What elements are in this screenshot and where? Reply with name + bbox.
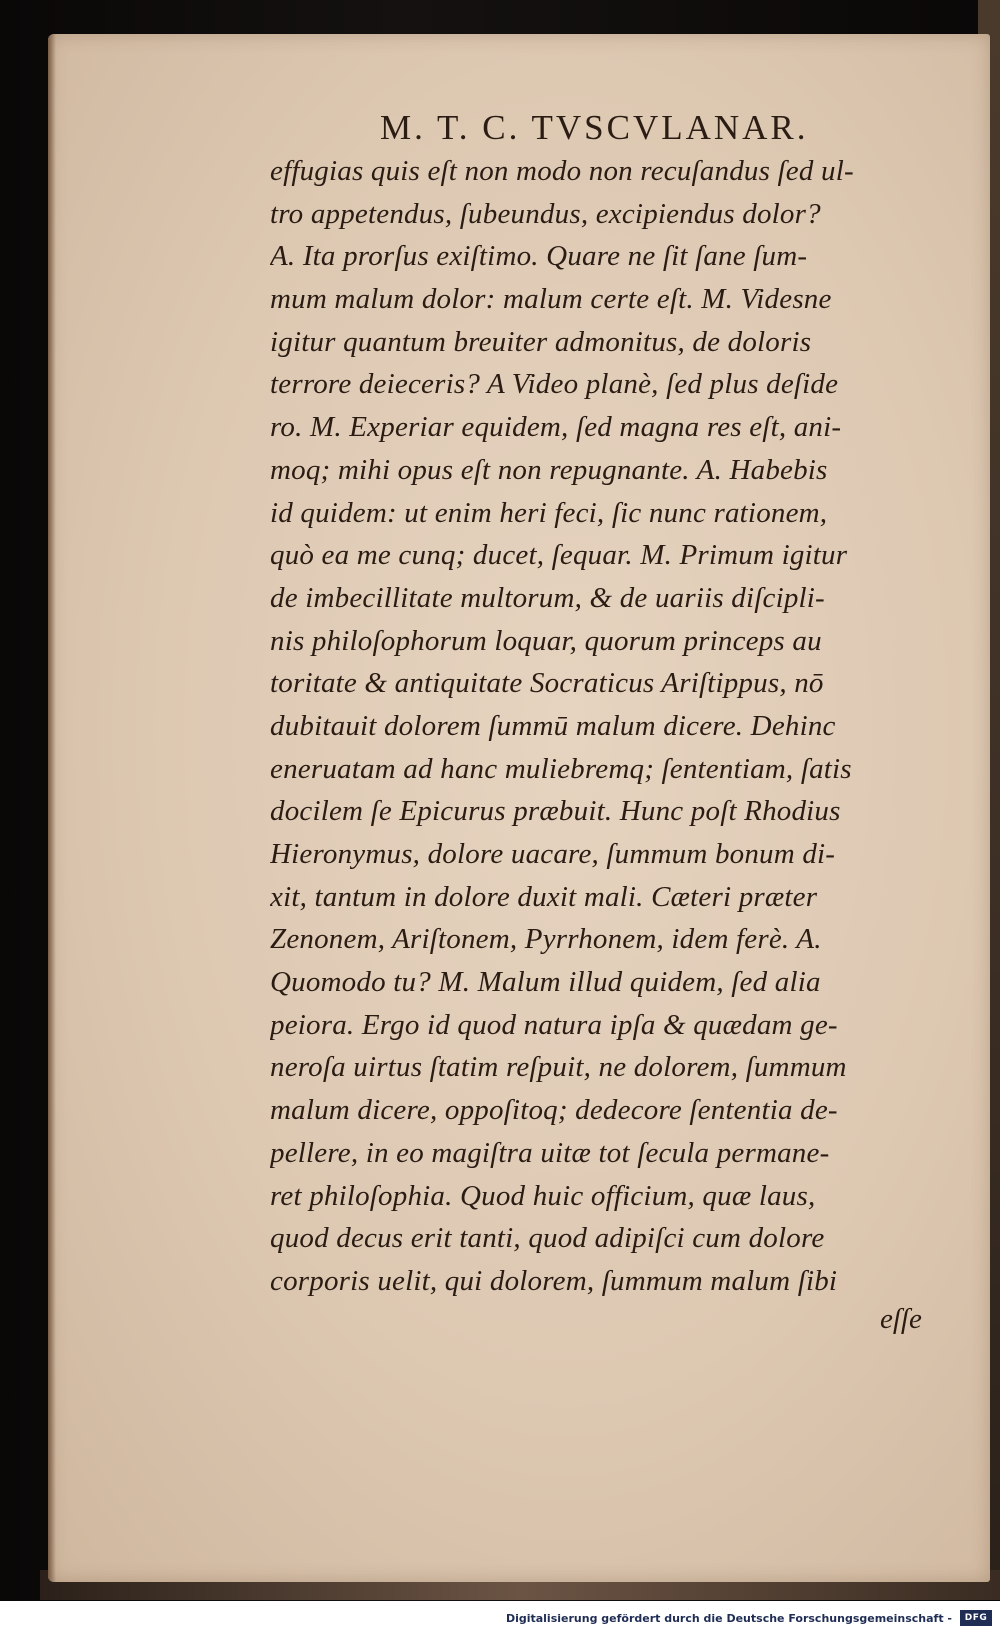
digitization-footer bbox=[0, 1601, 1000, 1639]
text-line: Quomodo tu? M. Malum illud quidem, ſed alia bbox=[270, 966, 821, 999]
text-line: quod decus erit tanti, quod adipiſci cum dolore bbox=[270, 1222, 825, 1255]
text-line: docilem ſe Epicurus præbuit. Hunc poſt Rhodius bbox=[270, 795, 841, 828]
text-line: corporis uelit, qui dolorem, ſummum malum ſibi bbox=[270, 1264, 838, 1297]
text-line: igitur quantum breuiter admonitus, de doloris bbox=[270, 325, 812, 358]
text-line: eneruatam ad hanc muliebremq; ſententiam, ſatis bbox=[270, 752, 852, 785]
running-header: M. T. C. TVSCVLANAR. bbox=[380, 108, 809, 147]
text-line: id quidem: ut enim heri feci, ſic nunc rationem, bbox=[270, 496, 828, 529]
text-line: peiora. Ergo id quod natura ipſa & quædam ge- bbox=[270, 1008, 838, 1041]
text-line: dubitauit dolorem ſummū malum dicere. Dehinc bbox=[270, 709, 836, 742]
page-text-block bbox=[270, 150, 950, 1303]
text-line: ro. M. Experiar equidem, ſed magna res eſt, ani- bbox=[270, 411, 842, 444]
text-line: Hieronymus, dolore uacare, ſummum bonum di- bbox=[270, 838, 836, 870]
funding-notice: Digitalisierung gefördert durch die Deutsche Forschungsgemeinschaft - bbox=[505, 1612, 952, 1625]
text-line: tro appetendus, ſubeundus, excipiendus dolor? bbox=[270, 197, 821, 230]
text-line: effugias quis eſt non modo non recuſandus ſed ul- bbox=[270, 155, 854, 187]
text-line: xit, tantum in dolore duxit mali. Cæteri præter bbox=[270, 880, 818, 913]
text-line: pellere, in eo magiſtra uitæ tot ſecula permane- bbox=[270, 1136, 830, 1169]
dfg-logo[interactable]: DFG bbox=[960, 1610, 992, 1626]
text-line: moq; mihi opus eſt non repugnante. A. Habebis bbox=[270, 453, 828, 486]
text-line: malum dicere, oppoſitoq; dedecore ſententia de- bbox=[270, 1094, 838, 1127]
text-line: Zenonem, Ariſtonem, Pyrrhonem, idem ferè. A. bbox=[270, 923, 822, 956]
catchword: eſſe bbox=[880, 1303, 922, 1335]
text-line: A. Ita prorſus exiſtimo. Quare ne ſit ſane ſum- bbox=[270, 240, 808, 273]
text-line: quò ea me cunq; ducet, ſequar. M. Primum igitur bbox=[270, 539, 848, 572]
text-line: nis philoſophorum loquar, quorum princeps au bbox=[270, 624, 822, 657]
text-line: toritate & antiquitate Socraticus Ariſtippus, nō bbox=[270, 667, 824, 700]
text-line: neroſa uirtus ſtatim reſpuit, ne dolorem, ſummum bbox=[270, 1051, 847, 1084]
text-line: mum malum dolor: malum certe eſt. M. Videsne bbox=[270, 283, 832, 316]
text-line: terrore deieceris? A Video planè, ſed plus deſide bbox=[270, 368, 839, 401]
text-line: ret philoſophia. Quod huic officium, quæ laus, bbox=[270, 1179, 816, 1212]
text-line: de imbecillitate multorum, & de uariis diſcipli- bbox=[270, 581, 825, 614]
page-gutter-shadow bbox=[48, 34, 56, 1582]
